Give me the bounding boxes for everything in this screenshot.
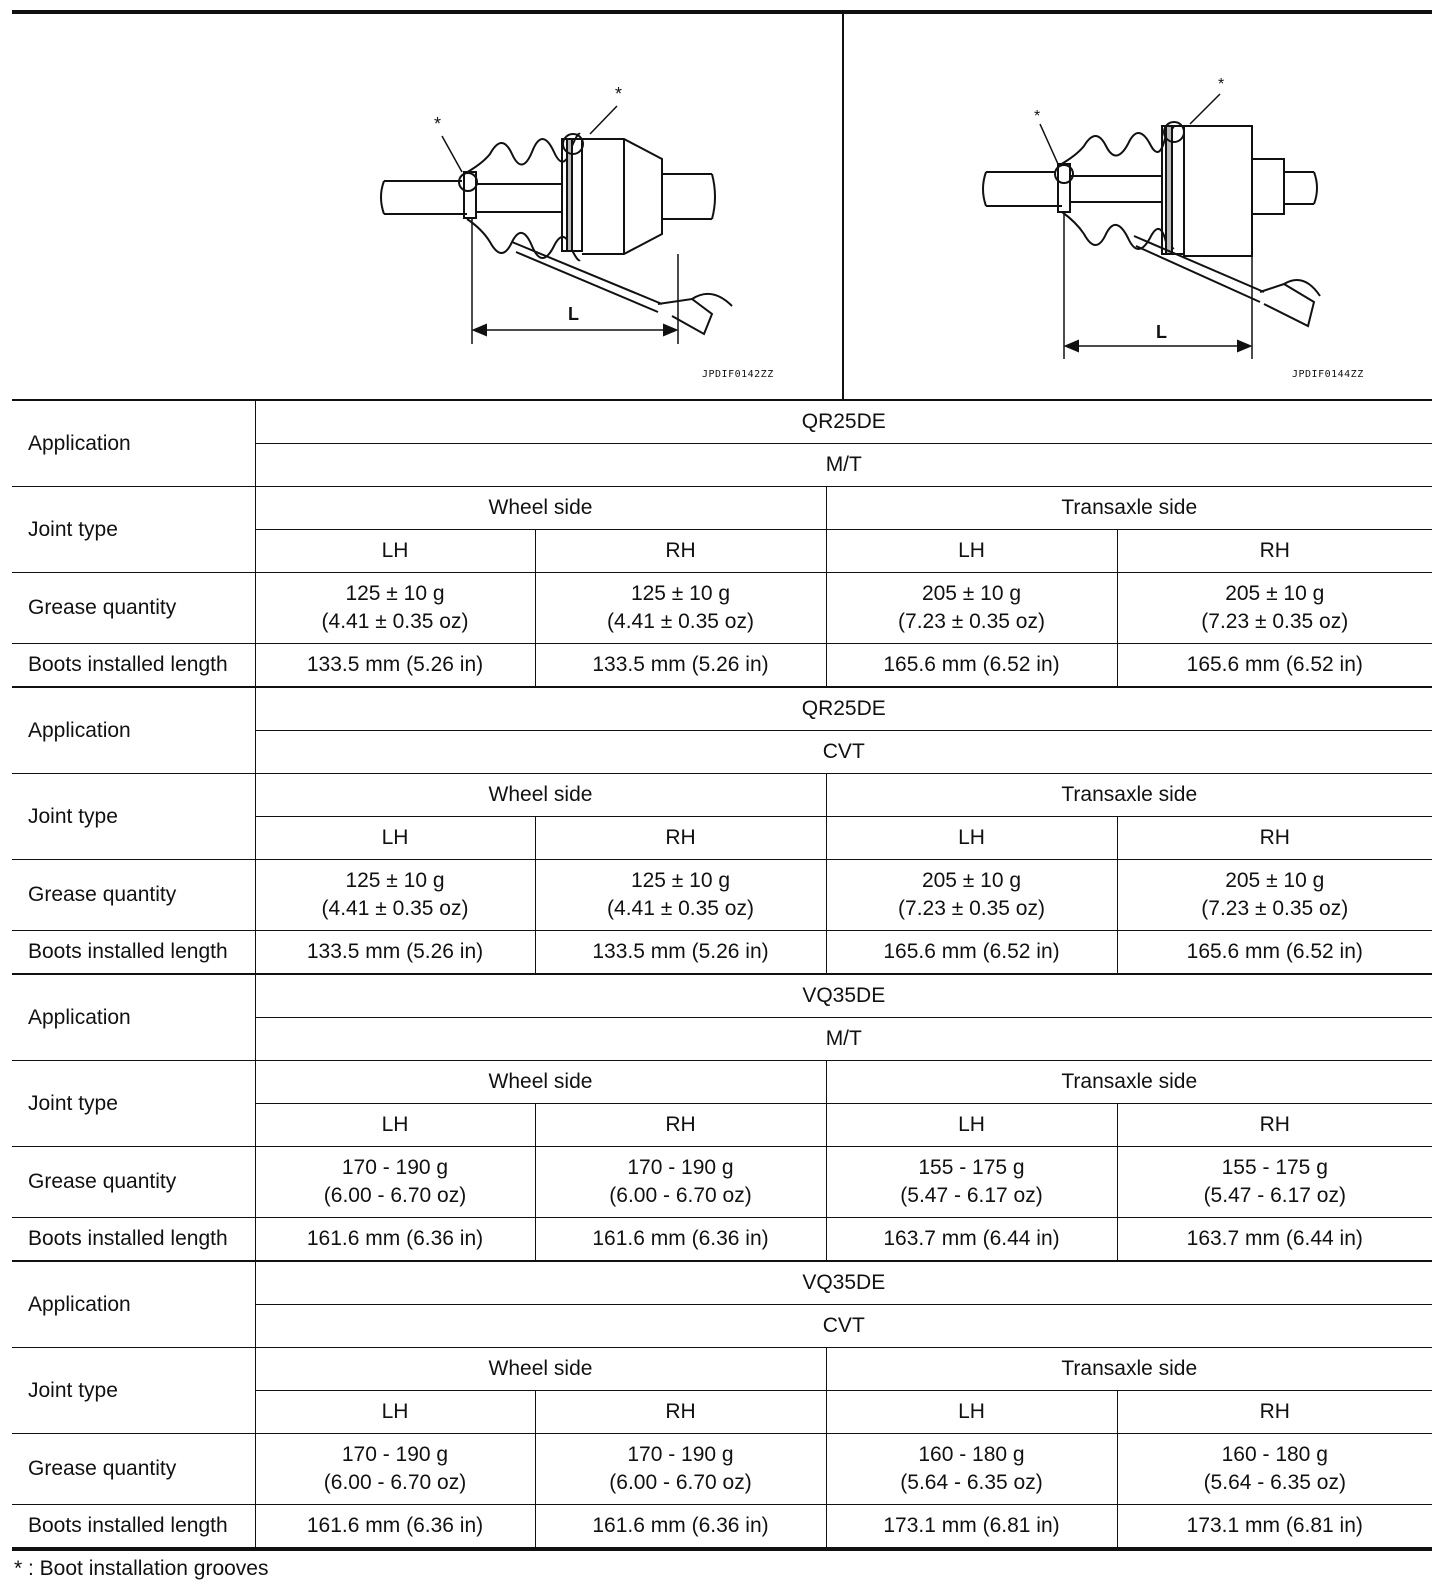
application-label: Application — [12, 1261, 255, 1348]
table-row — [12, 1218, 1432, 1262]
application-label: Application — [12, 687, 255, 774]
footnote: * : Boot installation grooves — [14, 1557, 269, 1580]
boots-length-cell: 133.5 mm (5.26 in) — [255, 644, 535, 688]
spec-table-body — [12, 401, 1432, 1550]
grease-mass: 155 - 175 g — [918, 1156, 1025, 1179]
joint-type-label: Joint type — [12, 1348, 255, 1434]
figure-code: JPDIF0144ZZ — [1292, 369, 1364, 380]
table-row — [12, 774, 1432, 817]
transmission-cell: M/T — [255, 1018, 1432, 1061]
grease-quantity-cell — [255, 1147, 535, 1218]
wheel-side-boot-illustration — [12, 14, 842, 399]
grease-mass-oz: (4.41 ± 0.35 oz) — [321, 610, 469, 633]
rh-header: RH — [535, 530, 826, 573]
table-row — [12, 401, 1432, 444]
grease-quantity-label: Grease quantity — [12, 573, 255, 644]
boots-length-cell: 163.7 mm (6.44 in) — [1117, 1218, 1432, 1262]
grease-quantity-cell — [255, 860, 535, 931]
grease-mass-oz: (4.41 ± 0.35 oz) — [607, 610, 754, 633]
table-row — [12, 487, 1432, 530]
table-row — [12, 974, 1432, 1018]
grease-mass: 160 - 180 g — [918, 1443, 1025, 1466]
rh-header: RH — [1117, 817, 1432, 860]
dimension-label: L — [568, 304, 579, 324]
grease-mass-oz: (6.00 - 6.70 oz) — [323, 1471, 467, 1494]
rh-header: RH — [1117, 530, 1432, 573]
lh-header: LH — [255, 1391, 535, 1434]
engine-cell: QR25DE — [255, 687, 1432, 731]
boots-length-cell: 165.6 mm (6.52 in) — [826, 931, 1117, 975]
grease-quantity-cell — [1117, 1434, 1432, 1505]
table-row — [12, 1434, 1432, 1505]
grease-mass-oz: (7.23 ± 0.35 oz) — [898, 897, 1045, 920]
transaxle-side-header: Transaxle side — [826, 774, 1432, 817]
wheel-side-header: Wheel side — [255, 1348, 826, 1391]
table-row — [12, 573, 1432, 644]
lh-header: LH — [826, 530, 1117, 573]
grease-quantity-cell — [255, 573, 535, 644]
boots-length-cell: 161.6 mm (6.36 in) — [255, 1218, 535, 1262]
grease-mass-oz: (6.00 - 6.70 oz) — [609, 1184, 752, 1207]
grease-quantity-cell — [1117, 573, 1432, 644]
grease-mass-oz: (5.64 - 6.35 oz) — [1203, 1471, 1346, 1494]
transmission-cell: CVT — [255, 731, 1432, 774]
boots-installed-length-label: Boots installed length — [12, 931, 255, 975]
engine-cell: VQ35DE — [255, 974, 1432, 1018]
grease-mass-oz: (4.41 ± 0.35 oz) — [321, 897, 469, 920]
transaxle-side-header: Transaxle side — [826, 1348, 1432, 1391]
grease-mass: 170 - 190 g — [627, 1156, 734, 1179]
rh-header: RH — [535, 817, 826, 860]
asterisk-marker: * — [615, 84, 623, 104]
boots-length-cell: 133.5 mm (5.26 in) — [535, 931, 826, 975]
grease-mass: 205 ± 10 g — [1225, 582, 1325, 605]
boots-length-cell: 165.6 mm (6.52 in) — [826, 644, 1117, 688]
grease-mass: 205 ± 10 g — [921, 869, 1022, 892]
grease-quantity-cell — [535, 860, 826, 931]
grease-quantity-cell — [826, 1147, 1117, 1218]
transmission-cell: M/T — [255, 444, 1432, 487]
lh-header: LH — [255, 1104, 535, 1147]
table-row — [12, 1261, 1432, 1305]
joint-type-label: Joint type — [12, 1061, 255, 1147]
boots-installed-length-label: Boots installed length — [12, 644, 255, 688]
grease-mass: 155 - 175 g — [1221, 1156, 1328, 1179]
asterisk-marker: * — [434, 114, 442, 134]
grease-mass: 160 - 180 g — [1221, 1443, 1328, 1466]
boots-installed-length-label: Boots installed length — [12, 1505, 255, 1550]
engine-cell: VQ35DE — [255, 1261, 1432, 1305]
figure-code: JPDIF0142ZZ — [702, 369, 774, 380]
transmission-cell: CVT — [255, 1305, 1432, 1348]
grease-mass: 205 ± 10 g — [1225, 869, 1325, 892]
boots-length-cell: 133.5 mm (5.26 in) — [255, 931, 535, 975]
boots-length-cell: 161.6 mm (6.36 in) — [535, 1505, 826, 1550]
table-row — [12, 644, 1432, 688]
grease-mass: 170 - 190 g — [341, 1156, 449, 1179]
transaxle-side-boot-illustration — [844, 14, 1432, 399]
grease-quantity-cell — [826, 860, 1117, 931]
table-row — [12, 687, 1432, 731]
wheel-side-header: Wheel side — [255, 487, 826, 530]
grease-mass: 125 ± 10 g — [345, 869, 445, 892]
boots-installed-length-label: Boots installed length — [12, 1218, 255, 1262]
grease-quantity-label: Grease quantity — [12, 1147, 255, 1218]
table-row — [12, 931, 1432, 975]
spec-sheet — [12, 10, 1432, 1581]
asterisk-marker: * — [1034, 108, 1041, 125]
table-row — [12, 1505, 1432, 1550]
grease-quantity-cell — [826, 1434, 1117, 1505]
lh-header: LH — [826, 1391, 1117, 1434]
grease-quantity-cell — [535, 573, 826, 644]
grease-mass-oz: (4.41 ± 0.35 oz) — [607, 897, 754, 920]
application-label: Application — [12, 401, 255, 487]
grease-mass: 205 ± 10 g — [921, 582, 1022, 605]
grease-quantity-cell — [826, 573, 1117, 644]
grease-mass: 125 ± 10 g — [630, 869, 731, 892]
joint-type-label: Joint type — [12, 487, 255, 573]
grease-quantity-cell — [535, 1147, 826, 1218]
figure-wheel-side — [12, 14, 844, 399]
grease-quantity-cell — [255, 1434, 535, 1505]
grease-mass-oz: (7.23 ± 0.35 oz) — [1201, 897, 1349, 920]
boots-length-cell: 161.6 mm (6.36 in) — [255, 1505, 535, 1550]
grease-mass: 125 ± 10 g — [345, 582, 445, 605]
grease-mass-oz: (6.00 - 6.70 oz) — [609, 1471, 752, 1494]
boots-length-cell: 163.7 mm (6.44 in) — [826, 1218, 1117, 1262]
asterisk-marker: * — [1218, 76, 1225, 93]
grease-mass-oz: (7.23 ± 0.35 oz) — [898, 610, 1045, 633]
grease-mass-oz: (5.47 - 6.17 oz) — [900, 1184, 1043, 1207]
table-row — [12, 1348, 1432, 1391]
boots-length-cell: 173.1 mm (6.81 in) — [826, 1505, 1117, 1550]
lh-header: LH — [826, 1104, 1117, 1147]
boots-length-cell: 161.6 mm (6.36 in) — [535, 1218, 826, 1262]
rh-header: RH — [1117, 1104, 1432, 1147]
grease-mass-oz: (5.64 - 6.35 oz) — [900, 1471, 1043, 1494]
boots-length-cell: 133.5 mm (5.26 in) — [535, 644, 826, 688]
joint-type-label: Joint type — [12, 774, 255, 860]
boots-length-cell: 165.6 mm (6.52 in) — [1117, 931, 1432, 975]
grease-quantity-cell — [1117, 860, 1432, 931]
wheel-side-header: Wheel side — [255, 774, 826, 817]
wheel-side-header: Wheel side — [255, 1061, 826, 1104]
grease-mass-oz: (6.00 - 6.70 oz) — [323, 1184, 467, 1207]
dimension-label: L — [1156, 322, 1167, 342]
table-row — [12, 1061, 1432, 1104]
lh-header: LH — [826, 817, 1117, 860]
transaxle-side-header: Transaxle side — [826, 487, 1432, 530]
boots-length-cell: 165.6 mm (6.52 in) — [1117, 644, 1432, 688]
table-row — [12, 860, 1432, 931]
grease-quantity-label: Grease quantity — [12, 860, 255, 931]
boots-length-cell: 173.1 mm (6.81 in) — [1117, 1505, 1432, 1550]
grease-mass: 170 - 190 g — [341, 1443, 449, 1466]
table-row — [12, 1147, 1432, 1218]
boot-spec-table — [12, 400, 1432, 1551]
grease-mass-oz: (5.47 - 6.17 oz) — [1203, 1184, 1346, 1207]
grease-quantity-label: Grease quantity — [12, 1434, 255, 1505]
grease-mass: 125 ± 10 g — [630, 582, 731, 605]
lh-header: LH — [255, 530, 535, 573]
grease-quantity-cell — [1117, 1147, 1432, 1218]
engine-cell: QR25DE — [255, 401, 1432, 444]
transaxle-side-header: Transaxle side — [826, 1061, 1432, 1104]
application-label: Application — [12, 974, 255, 1061]
grease-mass-oz: (7.23 ± 0.35 oz) — [1201, 610, 1349, 633]
lh-header: LH — [255, 817, 535, 860]
grease-mass: 170 - 190 g — [627, 1443, 734, 1466]
figure-row — [12, 10, 1432, 400]
figure-transaxle-side — [844, 14, 1432, 399]
rh-header: RH — [1117, 1391, 1432, 1434]
rh-header: RH — [535, 1104, 826, 1147]
rh-header: RH — [535, 1391, 826, 1434]
grease-quantity-cell — [535, 1434, 826, 1505]
